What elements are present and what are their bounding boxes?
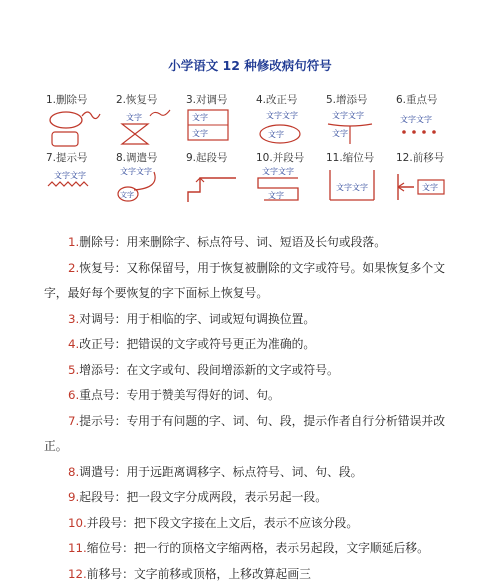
item-description: ：用来删除字、标点符号、词、短语及长句或段落。 [115, 235, 386, 249]
item-name: 前移号 [87, 567, 122, 581]
swap-mark-icon [184, 106, 250, 152]
mark-text: 文字文字 [336, 182, 368, 192]
symbol-label: 9.起段号 [186, 150, 228, 165]
item-number: 3. [68, 312, 79, 326]
correct-mark-icon [254, 106, 320, 152]
list-item [44, 562, 456, 587]
item-number: 8. [68, 465, 79, 479]
symbol-label: 4.改正号 [256, 92, 298, 107]
symbol-label: 6.重点号 [396, 92, 438, 107]
mark-text: 文字文字 [266, 110, 298, 120]
list-item [44, 307, 456, 333]
list-item [44, 383, 456, 409]
symbol-label: 2.恢复号 [116, 92, 158, 107]
symbol-label: 12.前移号 [396, 150, 444, 165]
list-item [44, 485, 456, 511]
item-name: 改正号 [79, 337, 114, 351]
restore-mark-icon [114, 106, 180, 152]
item-number: 4. [68, 337, 79, 351]
mark-text: 文字 [192, 112, 208, 122]
list-item [44, 332, 456, 358]
item-description: ：把一行的顶格文字缩两格，表示另起段，文字顺延后移。 [122, 541, 429, 555]
item-name: 增添号 [79, 363, 114, 377]
new-paragraph-mark-icon [184, 164, 250, 210]
symbol-delete [44, 92, 110, 152]
item-name: 起段号 [79, 490, 114, 504]
item-name: 提示号 [79, 414, 114, 428]
item-description: ：把错误的文字或符号更正为准确的。 [115, 337, 316, 351]
symbol-correct [254, 92, 320, 152]
symbol-indent [324, 150, 390, 210]
list-item [44, 230, 456, 256]
svg-text:文字: 文字 [120, 190, 134, 199]
move-mark-icon [114, 164, 180, 210]
symbol-label: 10.并段号 [256, 150, 304, 165]
symbol-label: 7.提示号 [46, 150, 88, 165]
item-number: 9. [68, 490, 79, 504]
indent-mark-icon [324, 164, 390, 210]
shift-left-mark-icon [394, 164, 460, 210]
item-description: ：专用于赞美写得好的词、句。 [115, 388, 280, 402]
list-item [44, 511, 456, 537]
item-name: 删除号 [79, 235, 114, 249]
svg-text:文字: 文字 [332, 128, 348, 138]
symbol-new-paragraph [184, 150, 250, 210]
item-number: 7. [68, 414, 79, 428]
symbol-emphasis [394, 92, 460, 152]
hint-mark-icon [44, 164, 110, 210]
item-description: ：又称保留号，用于恢复被删除的文字或符号。如果恢复多个文字，最好每个要恢复的字下面标上恢复号。 [44, 261, 445, 301]
symbol-label: 5.增添号 [326, 92, 368, 107]
item-number: 10. [68, 516, 87, 530]
symbol-restore [114, 92, 180, 152]
mark-text: 文字文字 [120, 166, 152, 176]
item-number: 12. [68, 567, 87, 581]
item-number: 1. [68, 235, 79, 249]
list-item [44, 536, 456, 562]
mark-text: 文字文字 [262, 166, 294, 176]
item-number: 5. [68, 363, 79, 377]
symbol-merge [254, 150, 320, 210]
svg-text:文字: 文字 [268, 129, 284, 139]
list-item [44, 409, 456, 460]
item-description: ：把下段文字接在上文后，表示不应该分段。 [122, 516, 358, 530]
delete-mark-icon [44, 106, 110, 152]
symbol-hint [44, 150, 110, 210]
merge-mark-icon [254, 164, 320, 210]
item-number: 2. [68, 261, 79, 275]
item-number: 11. [68, 541, 87, 555]
item-number: 6. [68, 388, 79, 402]
item-name: 并段号 [87, 516, 122, 530]
mark-text: 文字文字 [54, 170, 86, 180]
svg-text:文字: 文字 [192, 128, 208, 138]
svg-text:文字: 文字 [268, 190, 284, 200]
symbol-swap [184, 92, 250, 152]
item-description: ：文字前移或顶格，上移改算起画三 [122, 567, 311, 581]
item-name: 恢复号 [79, 261, 114, 275]
symbol-move [114, 150, 180, 210]
symbol-label: 8.调遣号 [116, 150, 158, 165]
symbol-label: 3.对调号 [186, 92, 228, 107]
emphasis-mark-icon [394, 106, 460, 152]
item-description: ：专用于有问题的字、词、句、段，提示作者自行分析错误并改正。 [44, 414, 445, 454]
symbol-insert [324, 92, 390, 152]
symbol-description-list [44, 230, 456, 587]
item-description: ：用于远距离调移字、标点符号、词、句、段。 [115, 465, 363, 479]
symbol-label: 1.删除号 [46, 92, 88, 107]
item-name: 重点号 [79, 388, 114, 402]
insert-mark-icon [324, 106, 390, 152]
item-name: 对调号 [79, 312, 114, 326]
mark-text: 文字文字 [400, 114, 432, 124]
item-name: 缩位号 [87, 541, 122, 555]
item-description: ：用于相临的字、词或短句调换位置。 [115, 312, 316, 326]
mark-text: 文字 [126, 112, 142, 122]
list-item [44, 358, 456, 384]
item-description: ：把一段文字分成两段，表示另起一段。 [115, 490, 327, 504]
symbol-label: 11.缩位号 [326, 150, 374, 165]
list-item [44, 256, 456, 307]
list-item [44, 460, 456, 486]
item-name: 调遣号 [79, 465, 114, 479]
page-title: 小学语文 12 种修改病句符号 [0, 56, 500, 74]
item-description: ：在文字或句、段间增添新的文字或符号。 [115, 363, 339, 377]
mark-text: 文字文字 [332, 110, 364, 120]
mark-text: 文字 [422, 182, 438, 192]
symbol-shift-left [394, 150, 460, 210]
